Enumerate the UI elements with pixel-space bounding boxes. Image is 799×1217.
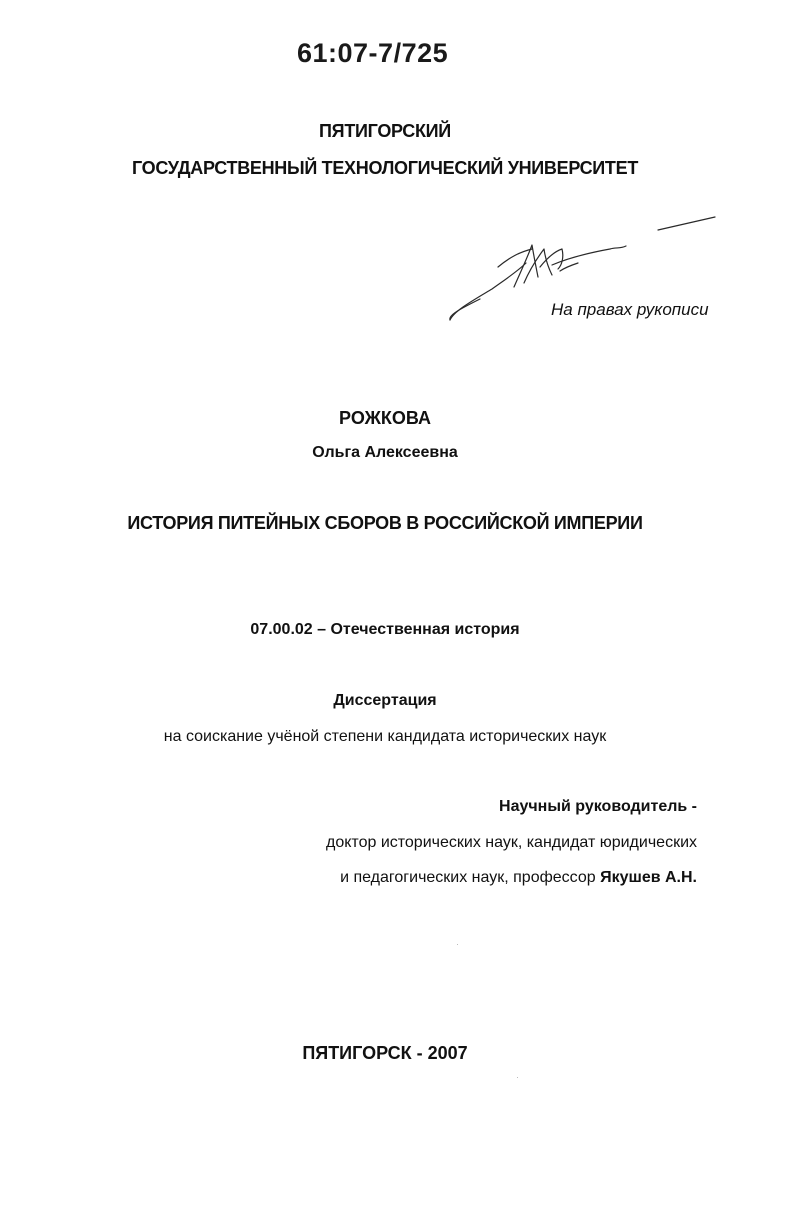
- city-year: ПЯТИГОРСК - 2007: [302, 1043, 468, 1063]
- document-type: Диссертация: [333, 692, 437, 709]
- advisor-credentials-line1: доктор исторических наук, кандидат юридических: [326, 834, 697, 851]
- specialty-code: 07.00.02 – Отечественная история: [250, 621, 520, 638]
- degree-line: на соискание учёной степени кандидата исторических наук: [163, 728, 607, 745]
- university-name-line2: ГОСУДАРСТВЕННЫЙ ТЕХНОЛОГИЧЕСКИЙ УНИВЕРСИТЕТ: [131, 158, 639, 178]
- scan-speck: [457, 944, 458, 945]
- manuscript-rights-note: На правах рукописи: [551, 300, 709, 319]
- author-surname: РОЖКОВА: [339, 408, 431, 428]
- advisor-credentials-prefix: и педагогических наук, профессор: [340, 869, 601, 886]
- scan-speck: [517, 1077, 518, 1078]
- catalog-number: 61:07-7/725: [297, 38, 449, 68]
- advisor-label: Научный руководитель -: [499, 798, 697, 815]
- author-given-names: Ольга Алексеевна: [312, 444, 458, 461]
- advisor-name: Якушев А.Н.: [600, 869, 697, 886]
- university-name-line1: ПЯТИГОРСКИЙ: [319, 121, 451, 141]
- advisor-credentials-line2: [340, 869, 697, 887]
- thesis-title: ИСТОРИЯ ПИТЕЙНЫХ СБОРОВ В РОССИЙСКОЙ ИМПЕРИИ: [127, 513, 643, 533]
